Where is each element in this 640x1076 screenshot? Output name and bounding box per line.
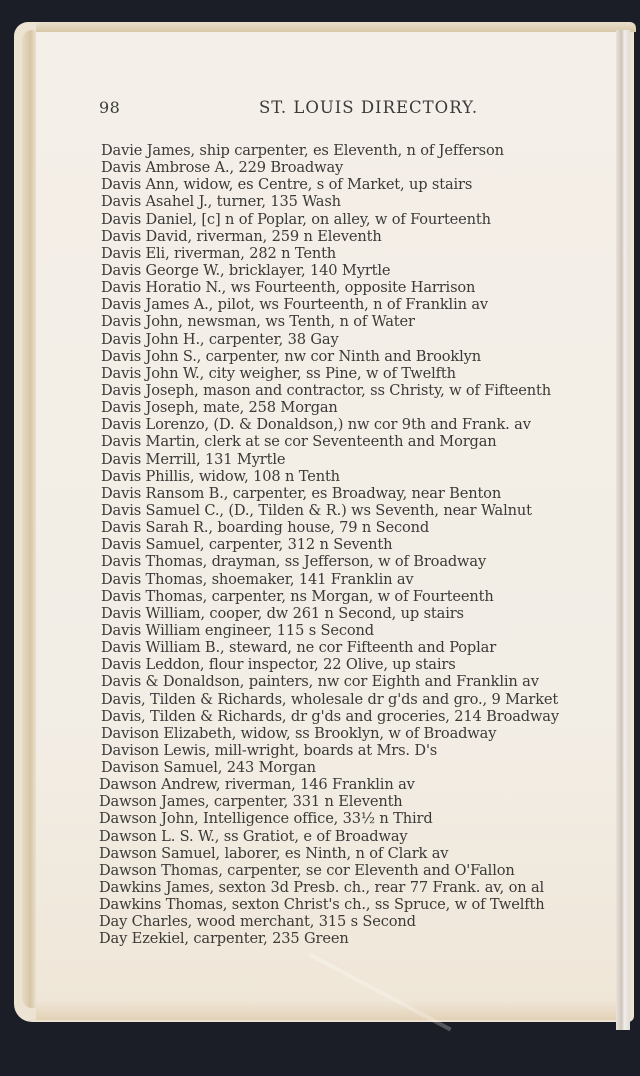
directory-entry: Davis Horatio N., ws Fourteenth, opposite Harrison [101, 279, 476, 297]
page-stain [36, 1000, 616, 1020]
running-title: ST. LOUIS DIRECTORY. [259, 98, 479, 117]
directory-entry: Davis Phillis, widow, 108 n Tenth [101, 467, 340, 485]
directory-entry: Davis John W., city weigher, ss Pine, w of Twelfth [101, 364, 456, 382]
directory-entry: Davis William, cooper, dw 261 n Second, up stairs [101, 604, 464, 622]
directory-entry: Dawson James, carpenter, 331 n Eleventh [99, 793, 403, 811]
directory-entry: Dawson Thomas, carpenter, se cor Eleventh and O'Fallon [99, 861, 515, 879]
directory-entry: Dawkins Thomas, sexton Christ's ch., ss Spruce, w of Twelfth [99, 896, 545, 914]
directory-entry: Davis Sarah R., boarding house, 79 n Second [101, 519, 430, 537]
page-left-edge [22, 30, 36, 1008]
directory-entry: Day Charles, wood merchant, 315 s Second [99, 913, 416, 931]
directory-entry: Davis Lorenzo, (D. & Donaldson,) nw cor 9th and Frank. av [101, 416, 531, 434]
directory-entries [101, 142, 571, 948]
directory-entry: Davis Thomas, shoemaker, 141 Franklin av [101, 570, 414, 588]
page-top-edge [36, 22, 636, 32]
directory-entry: Day Ezekiel, carpenter, 235 Green [99, 930, 349, 948]
directory-entry: Davis Martin, clerk at se cor Seventeenth and Morgan [101, 433, 497, 451]
directory-entry: Davison Samuel, 243 Morgan [101, 759, 316, 777]
directory-entry: Davis James A., pilot, ws Fourteenth, n of Franklin av [101, 296, 488, 314]
directory-entry: Davis William engineer, 115 s Second [101, 621, 374, 639]
directory-entry: Davis George W., bricklayer, 140 Myrtle [101, 261, 391, 279]
directory-entry: Davis William B., steward, ne cor Fifteenth and Poplar [101, 639, 497, 657]
page-right-edge [616, 30, 630, 1030]
directory-entry: Davis Thomas, drayman, ss Jefferson, w of Broadway [101, 553, 487, 571]
directory-entry: Dawson L. S. W., ss Gratiot, e of Broadway [99, 827, 408, 845]
directory-entry: Davis Merrill, 131 Myrtle [101, 450, 286, 468]
directory-entry: Davis Samuel, carpenter, 312 n Seventh [101, 536, 393, 554]
directory-entry: Davis John H., carpenter, 38 Gay [101, 330, 339, 348]
directory-entry: Dawson Samuel, laborer, es Ninth, n of Clark av [99, 844, 449, 862]
directory-entry: Davis John, newsman, ws Tenth, n of Water [101, 313, 415, 331]
directory-entry: Davis Daniel, [c] n of Poplar, on alley, w of Fourteenth [101, 210, 491, 228]
directory-entry: Dawkins James, sexton 3d Presb. ch., rear 77 Frank. av, on al [99, 879, 545, 897]
directory-entry: Dawson John, Intelligence office, 33½ n Third [99, 810, 433, 828]
directory-entry: Davis Thomas, carpenter, ns Morgan, w of Fourteenth [101, 587, 494, 605]
directory-entry: Davis & Donaldson, painters, nw cor Eighth and Franklin av [101, 673, 539, 691]
directory-entry: Davis Ann, widow, es Centre, s of Market, up stairs [101, 176, 473, 194]
directory-entry: Davis Asahel J., turner, 135 Wash [101, 193, 341, 211]
directory-entry: Davis David, riverman, 259 n Eleventh [101, 227, 382, 245]
directory-entry: Davie James, ship carpenter, es Eleventh, n of Jefferson [101, 142, 504, 159]
directory-entry: Davis John S., carpenter, nw cor Ninth and Brooklyn [101, 347, 481, 365]
directory-entry: Davis Samuel C., (D., Tilden & R.) ws Seventh, near Walnut [101, 501, 532, 519]
directory-entry: Davis, Tilden & Richards, wholesale dr g'ds and gro., 9 Market [101, 690, 559, 708]
directory-entry: Davison Elizabeth, widow, ss Brooklyn, w of Broadway [101, 724, 497, 742]
directory-entry: Davis Eli, riverman, 282 n Tenth [101, 244, 337, 262]
directory-entry: Davis Joseph, mate, 258 Morgan [101, 399, 338, 417]
directory-entry: Dawson Andrew, riverman, 146 Franklin av [99, 776, 415, 794]
directory-entry: Davis Leddon, flour inspector, 22 Olive, up stairs [101, 656, 456, 674]
directory-entry: Davis Joseph, mason and contractor, ss Christy, w of Fifteenth [101, 381, 551, 399]
page-header [99, 98, 569, 122]
directory-entry: Davis Ambrose A., 229 Broadway [101, 159, 344, 177]
directory-entry: Davis Ransom B., carpenter, es Broadway, near Benton [101, 484, 502, 502]
directory-entry: Davison Lewis, mill-wright, boards at Mrs. D's [101, 741, 438, 759]
directory-entry: Davis, Tilden & Richards, dr g'ds and groceries, 214 Broadway [101, 707, 559, 725]
page-number: 98 [99, 98, 121, 117]
